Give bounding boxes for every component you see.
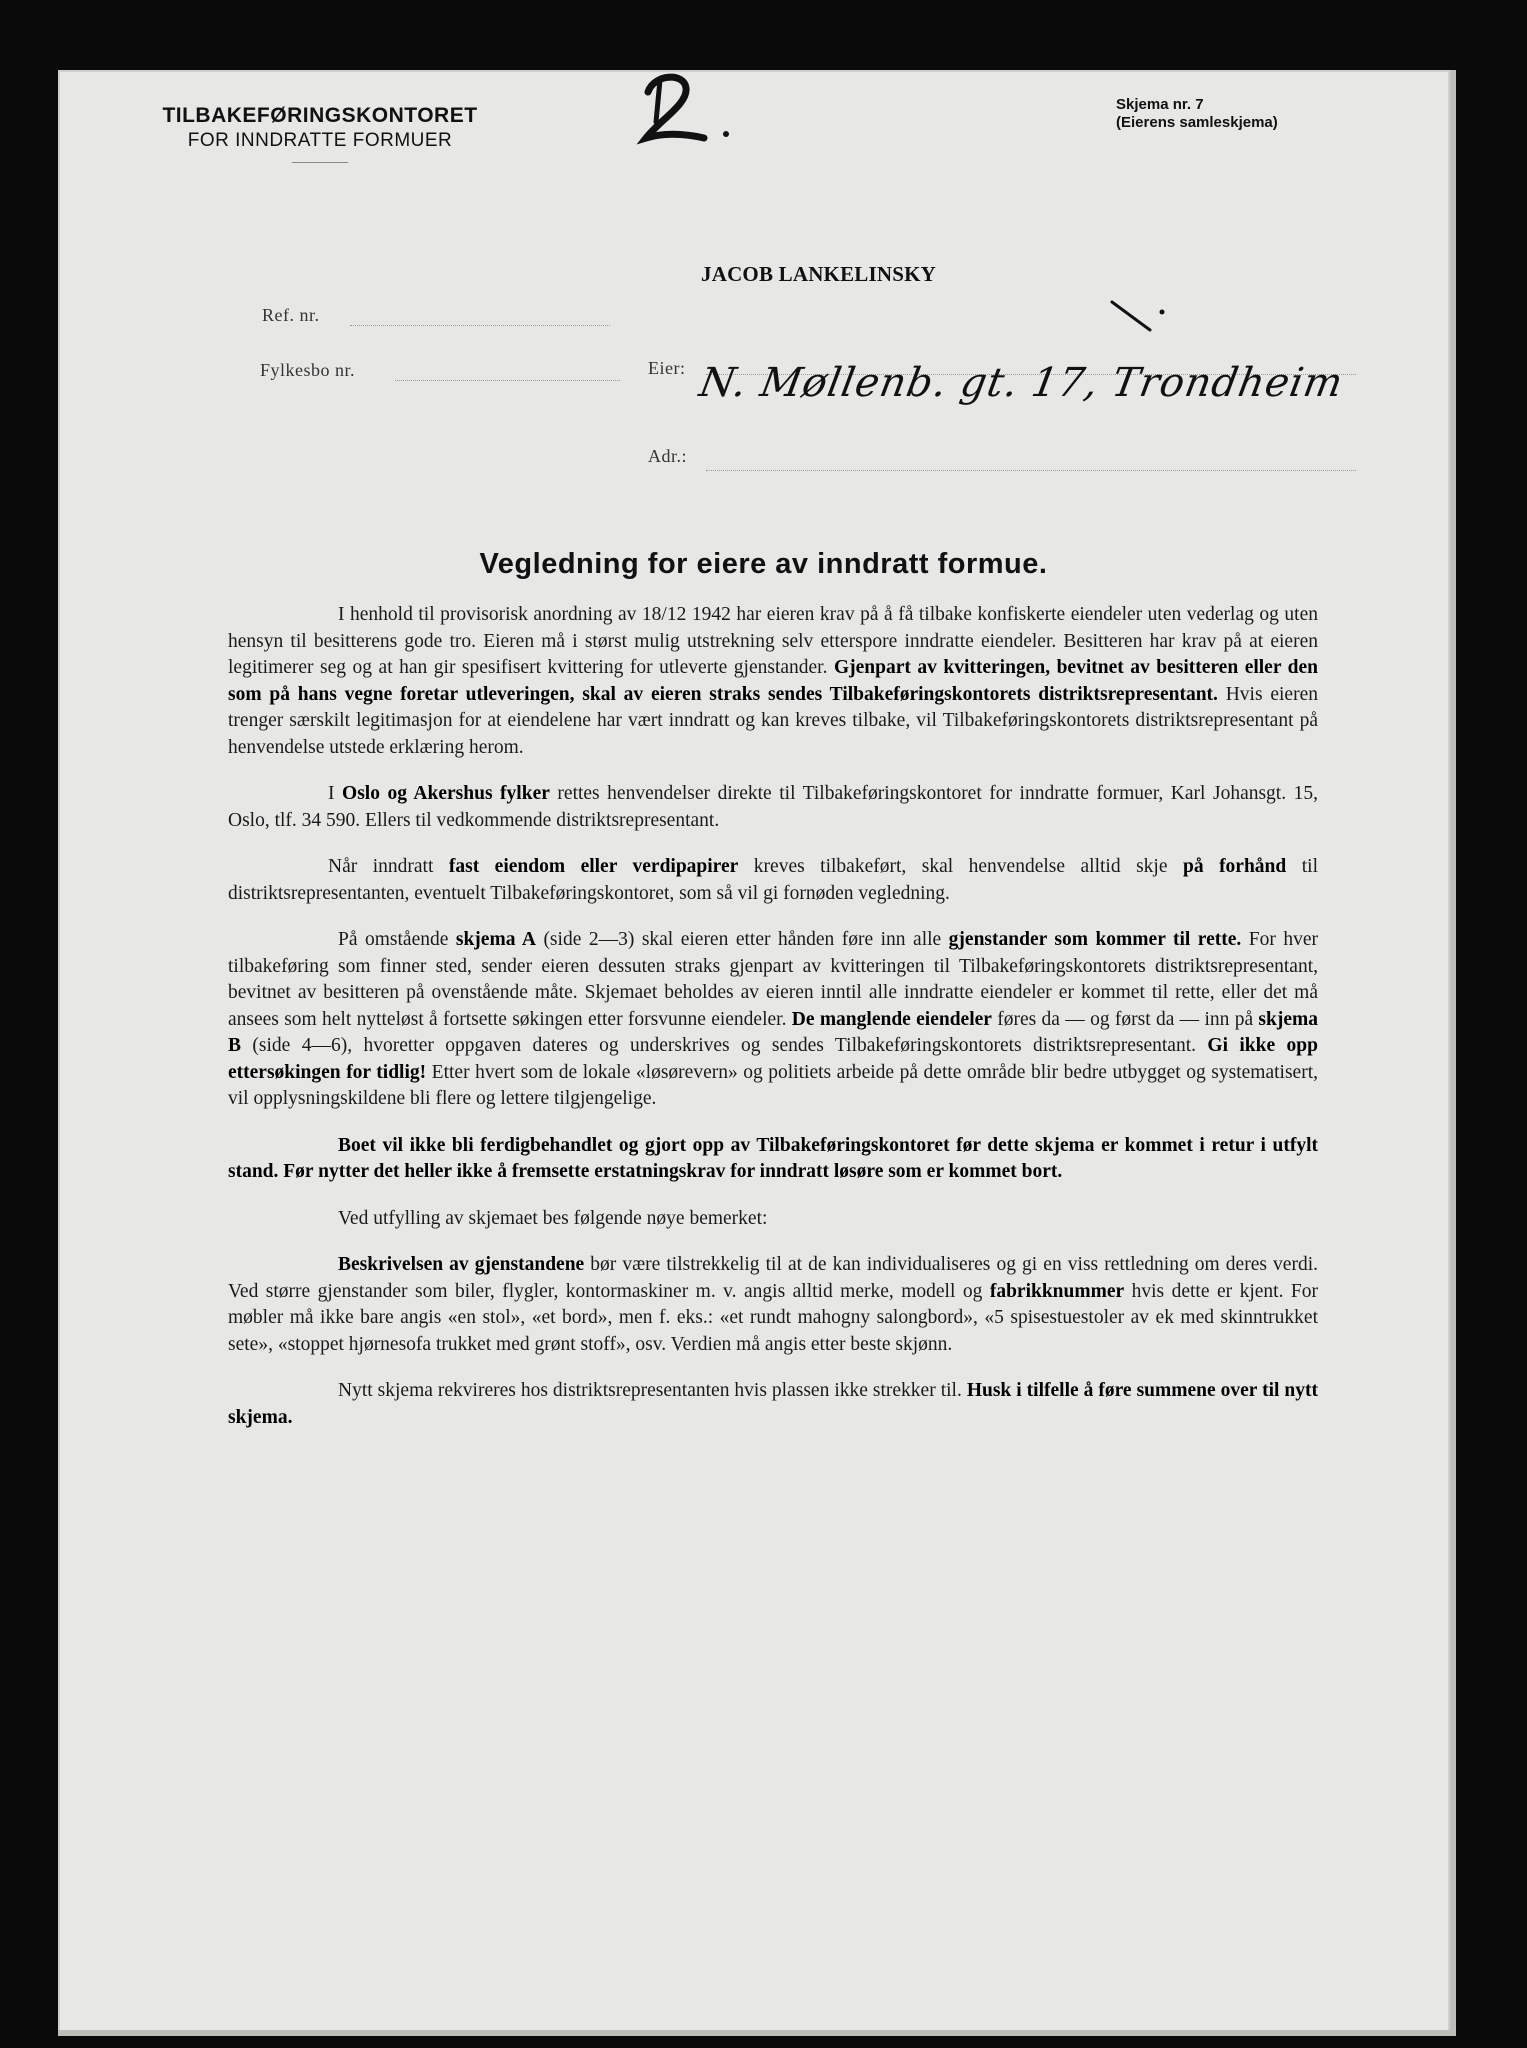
- bold-text: Boet vil ikke bli ferdigbehandlet og gjort opp av Tilbakeføringskontoret før dette skjema er kommet i retur i utfylt stand. Før nytter det heller ikke å fremsette erstatningskrav for inndratt løsøre som er kommet bort.: [228, 1134, 1318, 1182]
- text: føres da — og først da — inn på: [991, 1008, 1259, 1030]
- office-name: TILBAKEFØRINGSKONTORET: [162, 104, 478, 127]
- form-id: [1116, 96, 1416, 132]
- form-subtitle: (Eierens samleskjema): [1116, 114, 1278, 131]
- office-header: [120, 104, 520, 163]
- office-subtitle: FOR INNDRATTE FORMUER: [187, 130, 453, 151]
- text: (side 4—6), hvoretter oppgaven dateres og underskrives og sendes Tilbakeføringskontorets distriktsrepresentant.: [241, 1035, 1208, 1056]
- instruction-paragraph: [228, 602, 1318, 761]
- ref-line: [350, 325, 610, 326]
- instruction-paragraph: [228, 1206, 1318, 1233]
- instruction-paragraph: [228, 927, 1318, 1113]
- address-label: Adr.:: [648, 446, 688, 466]
- text: (side 2—3) skal eieren etter hånden føre inn alle: [535, 929, 949, 950]
- bold-text: skjema A: [455, 929, 536, 950]
- sheet-bottom-edge: [58, 2030, 1456, 2036]
- text: kreves tilbakeført, skal henvendelse alltid skje: [738, 856, 1183, 877]
- text: Hvis eieren trenger særskilt legitimasjon for at eiendelene har vært inndratt og kan kreves tilbake, vil Tilbakeføringskontorets distriktsrepresentant på henvendelse utstede erklæring herom.: [228, 683, 1318, 758]
- text: For hver tilbakeføring som finner sted, sender eieren dessuten straks gjenpart av kvitteringen til Tilbakeføringskontorets distriktsrepresentant, bevitnet av besitteren på ovenstående måte. Skjemaet beholdes av eieren inntil alle inndratte eiendeler er kommet til rette, eller det må ansees som helt nytteløst å fortsette søkingen etter forsvunne eiendeler.: [228, 929, 1318, 1030]
- bold-text: Beskrivelsen av gjenstandene: [338, 1254, 585, 1275]
- handwritten-mark-2: [626, 62, 746, 152]
- header-rule: [292, 162, 348, 163]
- bold-text: Husk i tilfelle å føre summene over til nytt skjema.: [228, 1380, 1319, 1428]
- text: Ved utfylling av skjemaet bes følgende nøye bemerket:: [338, 1207, 768, 1229]
- instruction-paragraph: [228, 854, 1318, 907]
- form-number: Skjema nr. 7: [1116, 96, 1204, 113]
- bold-text: Oslo og Akershus fylker: [342, 783, 550, 804]
- text: Etter hvert som de lokale «løsørevern» og politiets arbeide på dette område blir bedre utbygget og systematisert, vil opplysningskildene bli flere og lettere tilgjengelige.: [228, 1061, 1318, 1109]
- bold-text: fast eiendom eller verdipapirer: [448, 856, 739, 877]
- fylkesbo-label: Fylkesbo nr.: [260, 360, 356, 380]
- address-value: N. Møllenb. gt. 17, Trondheim: [695, 360, 1347, 406]
- document-title: Vegledning for eiere av inndratt formue.: [479, 548, 1048, 580]
- text: I: [328, 783, 343, 804]
- text: rettes henvendelser direkte til Tilbakeføringskontoret for inndratte formuer, Karl Johansgt. 15, Oslo, tlf. 34 590. Ellers til vedkommende distriktsrepresentant.: [228, 783, 1319, 831]
- text: hvis dette er kjent. For møbler må ikke bare angis «en stol», «et bord», men f. eks.: «et rundt mahogny salongbord», «5 spisestuestoler av ek med skinntrukket sete», «stoppet hjørnesofa trukket med grønt stoff», osv. Verdien må angis etter beste skjønn.: [228, 1280, 1319, 1355]
- text: Nytt skjema rekvireres hos distriktsrepresentanten hvis plassen ikke strekker til.: [338, 1380, 967, 1401]
- bold-text: skjema B: [228, 1008, 1318, 1056]
- ref-label: Ref. nr.: [262, 305, 320, 325]
- instruction-paragraph: [228, 1252, 1318, 1358]
- instruction-paragraph: [228, 1133, 1318, 1186]
- text: Når inndratt: [328, 856, 449, 877]
- text: I henhold til provisorisk anordning av 18/12 1942 har eieren krav på å få tilbake konfiskerte eiendeler uten vederlag og uten hensyn til besitterens gode tro. Eieren må i størst mulig utstrekning selv etterspore inndratte eiendeler. Besitteren har krav på at eieren legitimerer seg og at han gir spesifisert kvittering for utleverte gjenstander.: [228, 604, 1318, 678]
- text: bør være tilstrekkelig til at de kan individualiseres og gi en viss rettledning om deres verdi. Ved større gjenstander som biler, flygler, kontormaskiner m. v. angis alltid merke, modell og: [228, 1254, 1318, 1302]
- owner-label: Eier:: [648, 358, 686, 378]
- owner-name: JACOB LANKELINSKY: [701, 262, 937, 286]
- bold-text: De manglende eiendeler: [791, 1008, 992, 1030]
- instruction-paragraph: [228, 781, 1318, 834]
- text: På omstående: [338, 929, 456, 950]
- checkmark-icon: [1108, 296, 1168, 346]
- sheet-edge: [1450, 70, 1456, 2035]
- bold-text: fabrikknummer: [989, 1280, 1125, 1302]
- text: til distriktsrepresentanten, eventuelt Tilbakeføringskontoret, som så vil gi fornøden vegledning.: [228, 856, 1318, 904]
- bold-text: gjenstander som kommer til rette.: [948, 929, 1242, 950]
- bold-text: Gi ikke opp ettersøkingen for tidlig!: [228, 1035, 1318, 1083]
- address-line: [706, 470, 1356, 471]
- bold-text: Gjenpart av kvitteringen, bevitnet av besitteren eller den som på hans vegne foretar utleveringen, skal av eieren straks sendes Tilbakeføringskontorets distriktsrepresentant.: [228, 657, 1318, 705]
- instruction-paragraph: [228, 1378, 1318, 1431]
- instructions-body: [228, 602, 1318, 1451]
- bold-text: på forhånd: [1182, 856, 1287, 877]
- fylkesbo-line: [395, 380, 620, 381]
